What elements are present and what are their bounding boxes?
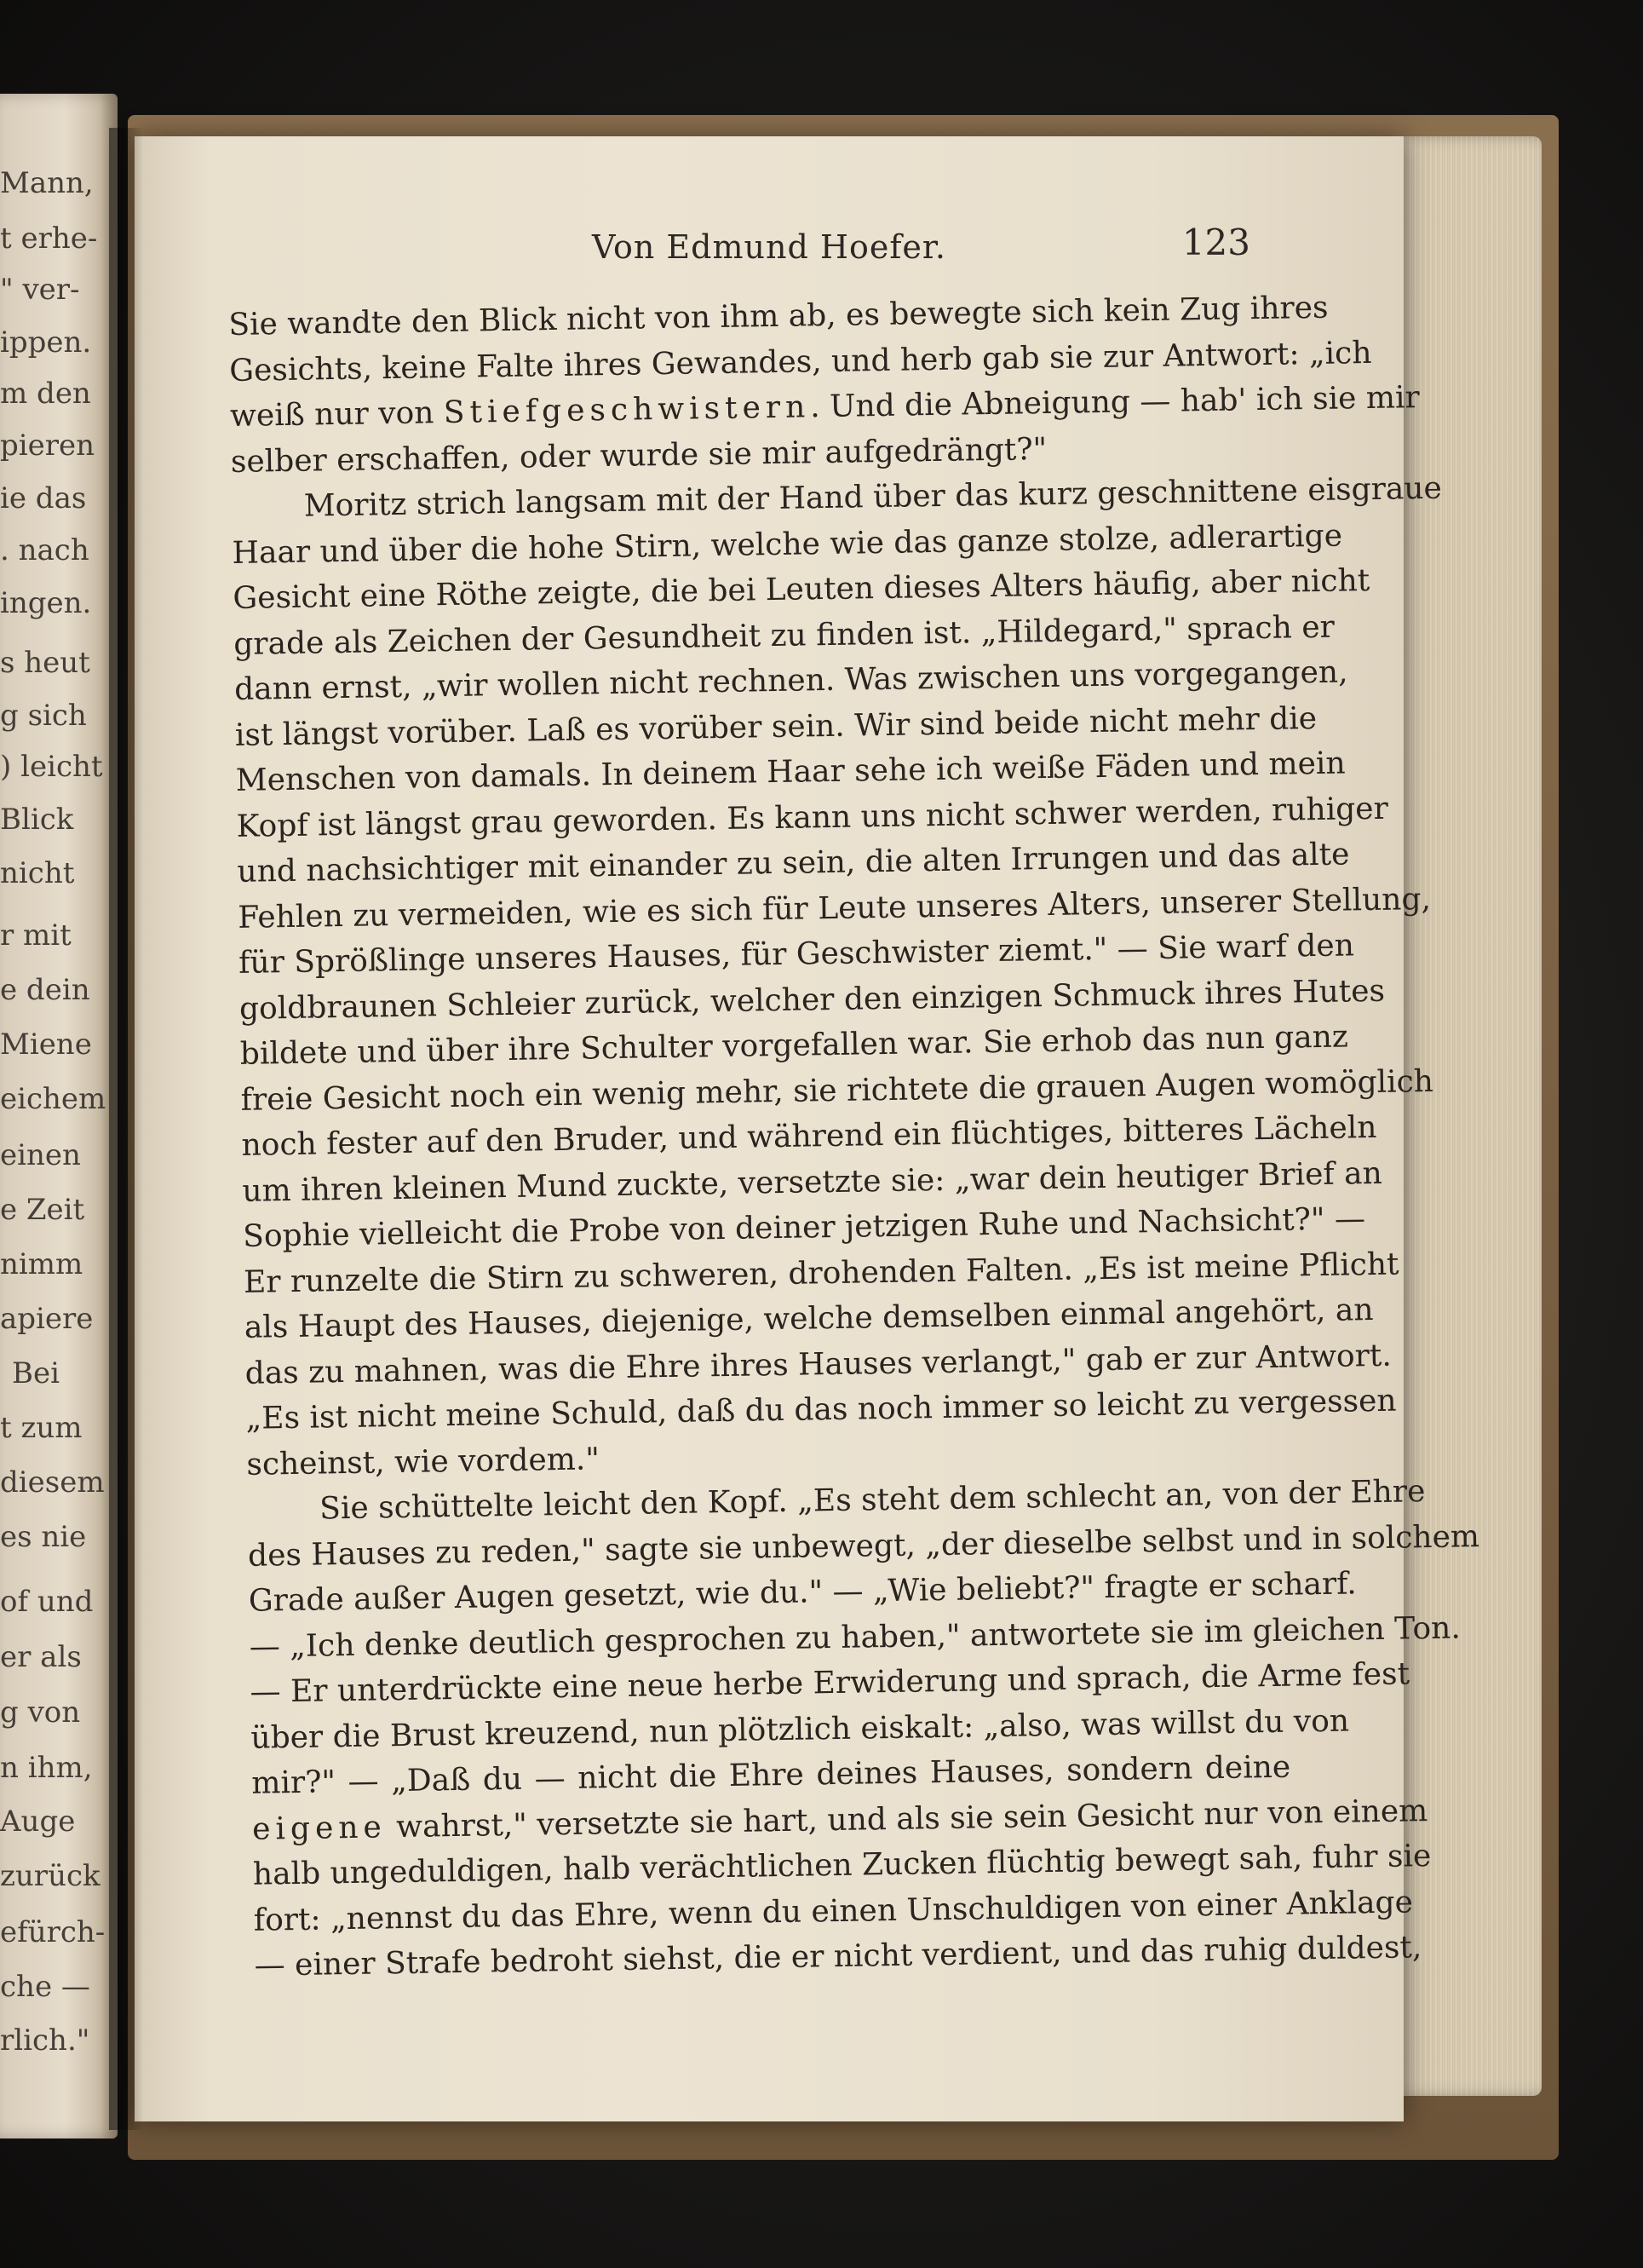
text-line: Gesichts, keine Falte ihres Gewandes, und herb gab sie zur Antwort: „ich (228, 335, 1372, 389)
previous-page-fragment: " ver- (0, 273, 80, 307)
text-line: „Es ist nicht meine Schuld, daß du das noch immer so leicht zu vergessen (245, 1383, 1397, 1436)
previous-page-fragment: nicht (0, 856, 75, 890)
text-line: — Er unterdrückte eine neue herbe Erwiderung und sprach, die Arme fest (250, 1656, 1410, 1710)
text-line: — „Ich denke deutlich gesprochen zu haben," antwortete sie im gleichen Ton. (249, 1609, 1462, 1665)
previous-page-fragment: Blick (0, 803, 74, 837)
previous-page-fragment: che — (0, 1970, 90, 2004)
text-line: halb ungeduldigen, halb verächtlichen Zucken flüchtig bewegt sah, fuhr sie (252, 1839, 1432, 1892)
previous-page-fragment: Miene (0, 1028, 92, 1062)
text-line: Sophie vielleicht die Probe von deiner jetzigen Ruhe und Nachsicht?" — (242, 1201, 1366, 1254)
previous-page-fragment: e Zeit (0, 1193, 85, 1227)
previous-page-fragment: ) leicht (0, 750, 103, 784)
previous-page-fragment: of und (0, 1585, 94, 1619)
text-line: weiß nur von Stiefgeschwistern. Und die Abneigung — hab' ich sie mir (229, 380, 1421, 434)
previous-page-fragment: efürch- (0, 1915, 106, 1949)
previous-page (0, 94, 118, 2138)
previous-page-fragment: t erhe- (0, 222, 98, 256)
text-line: scheinst, wie vordem." (246, 1441, 600, 1482)
previous-page-fragment: e dein (0, 973, 90, 1007)
previous-page-fragment: eichem (0, 1082, 106, 1116)
previous-page-fragment: zurück (0, 1859, 101, 1893)
previous-page-fragment: s heut (0, 646, 90, 680)
text-line: Haar und über die hohe Stirn, welche wie das ganze stolze, adlerartige (232, 517, 1343, 571)
running-title: Von Edmund Hoefer. (592, 228, 946, 266)
text-line: für Sprößlinge unseres Hauses, für Geschwister ziemt." — Sie warf den (238, 928, 1355, 981)
text-line: und nachsichtiger mit einander zu sein, die alten Irrungen und das alte (237, 837, 1350, 889)
text-line: Kopf ist längst grau geworden. Es kann uns nicht schwer werden, ruhiger (236, 791, 1389, 844)
gutter-shadow (109, 128, 143, 2130)
text-line: bildete und über ihre Schulter vorgefallen war. Sie erhob das nun ganz (239, 1019, 1349, 1072)
page-number: 123 (1181, 222, 1250, 263)
previous-page-fragment: m den (0, 377, 91, 411)
text-line: über die Brust kreuzend, nun plötzlich eiskalt: „also, was willst du von (250, 1703, 1350, 1756)
previous-page-fragment: g sich (0, 699, 87, 733)
previous-page-fragment: Auge (0, 1805, 76, 1839)
previous-page-fragment: . nach (0, 533, 89, 567)
body-text (228, 286, 1480, 1989)
text-line: Sie wandte den Blick nicht von ihm ab, es bewegte sich kein Zug ihres (228, 290, 1329, 343)
text-line: Grade außer Augen gesetzt, wie du." — „Wie beliebt?" fragte er scharf. (248, 1566, 1357, 1619)
text-line: selber erschaffen, oder wurde sie mir aufgedrängt?" (230, 431, 1048, 480)
previous-page-fragment: Bei (12, 1356, 60, 1390)
text-line: Er runzelte die Stirn zu schweren, drohenden Falten. „Es ist meine Pflicht (243, 1246, 1399, 1300)
text-line: fort: „nennst du das Ehre, wenn du einen Unschuldigen von einer Anklage (253, 1884, 1414, 1938)
text-line: dann ernst, „wir wollen nicht rechnen. Was zwischen uns vorgegangen, (233, 654, 1348, 707)
text-line: grade als Zeichen der Gesundheit zu finden ist. „Hildegard," sprach er (233, 609, 1336, 662)
text-line: Moritz strich langsam mit der Hand über das kurz geschnittene eisgraue (303, 470, 1443, 524)
previous-page-fragment: er als (0, 1640, 82, 1674)
previous-page-fragment: apiere (0, 1302, 94, 1336)
previous-page-fragment: Mann, (0, 166, 94, 200)
text-line: des Hauses zu reden," sagte sie unbewegt, „der dieselbe selbst und in solchem (247, 1518, 1480, 1574)
previous-page-fragment: ippen. (0, 325, 92, 360)
text-line: als Haupt des Hauses, diejenige, welche demselben einmal angehört, an (244, 1292, 1374, 1345)
previous-page-fragment: einen (0, 1138, 81, 1172)
text-line: Fehlen zu vermeiden, wie es sich für Leute unseres Alters, unserer Stellung, (238, 881, 1432, 935)
text-line: noch fester auf den Bruder, und während ein flüchtiges, bitteres Lächeln (241, 1109, 1377, 1163)
text-line: eigene wahrst," versetzte sie hart, und als sie sein Gesicht nur von einem (251, 1793, 1428, 1847)
text-line: freie Gesicht noch ein wenig mehr, sie richtete die grauen Augen womöglich (240, 1063, 1434, 1118)
previous-page-fragment: r mit (0, 918, 72, 953)
text-line: das zu mahnen, was die Ehre ihres Hauses verlangt," gab er zur Antwort. (244, 1338, 1393, 1391)
previous-page-fragment: nimm (0, 1247, 83, 1281)
previous-page-fragment: es nie (0, 1520, 87, 1554)
text-line: um ihren kleinen Mund zuckte, versetzte sie: „war dein heutiger Brief an (242, 1155, 1383, 1209)
text-line: mir?" — „Daß du — nicht die Ehre deines Hauses, sondern deine (250, 1749, 1291, 1801)
previous-page-fragment: rlich." (0, 2023, 90, 2058)
previous-page-fragment: diesem (0, 1465, 105, 1500)
text-line: goldbraunen Schleier zurück, welcher den einzigen Schmuck ihres Hutes (238, 973, 1386, 1027)
previous-page-fragment: t zum (0, 1411, 83, 1445)
text-line: Gesicht eine Röthe zeigte, die bei Leuten dieses Alters häufig, aber nicht (233, 562, 1370, 616)
book-page (135, 136, 1480, 2121)
previous-page-fragment: g von (0, 1695, 81, 1730)
text-line: — einer Strafe bedroht siehst, die er nicht verdient, und das ruhig duldest, (254, 1930, 1422, 1983)
previous-page-fragment: ingen. (0, 586, 92, 620)
previous-page-fragment: pieren (0, 429, 95, 463)
text-line: ist längst vorüber. Laß es vorüber sein. Wir sind beide nicht mehr die (234, 700, 1318, 753)
text-line: Sie schüttelte leicht den Kopf. „Es steht dem schlecht an, von der Ehre (319, 1474, 1426, 1527)
previous-page-fragment: ie das (0, 481, 87, 515)
previous-page-fragment: n ihm, (0, 1751, 93, 1785)
text-line: Menschen von damals. In deinem Haar sehe ich weiße Fäden und mein (235, 745, 1346, 798)
